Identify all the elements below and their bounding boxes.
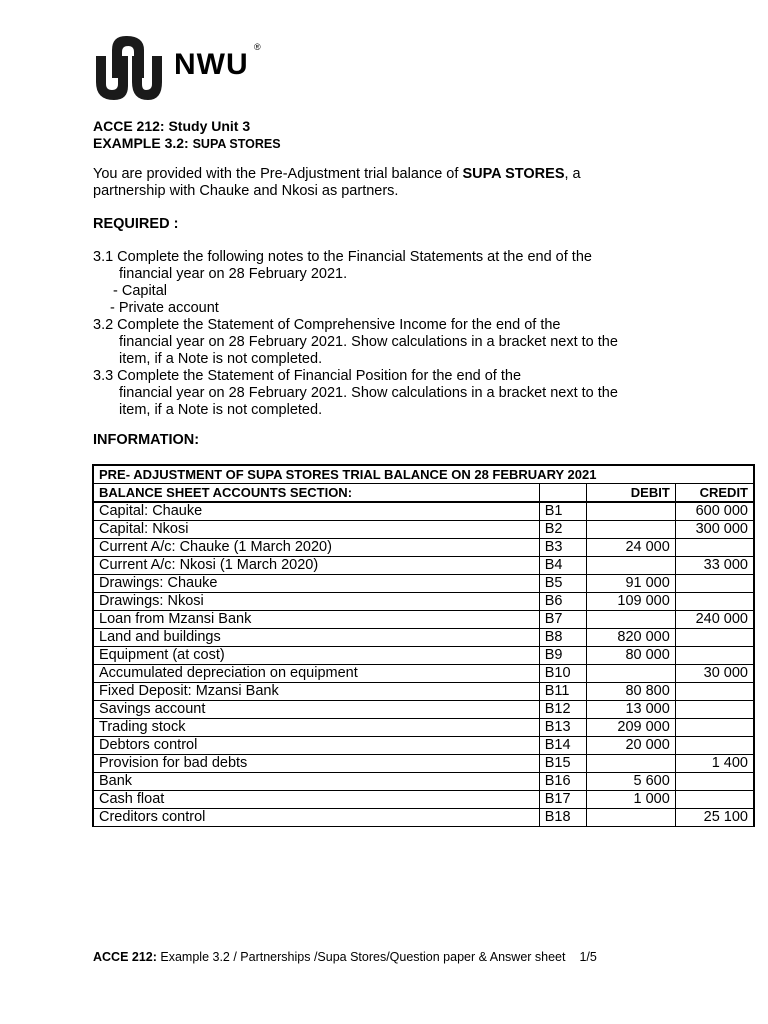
debit-amount	[587, 521, 675, 539]
debit-amount: 24 000	[587, 539, 675, 557]
table-row	[93, 665, 754, 683]
account-ref: B15	[539, 755, 587, 773]
debit-amount: 209 000	[587, 719, 675, 737]
information-title: INFORMATION:	[93, 432, 200, 448]
credit-amount: 1 400	[675, 755, 754, 773]
required-item: 3.2 Complete the Statement of Comprehensive Income for the end of the	[93, 317, 561, 333]
debit-amount	[587, 665, 675, 683]
account-ref: B10	[539, 665, 587, 683]
account-ref: B4	[539, 557, 587, 575]
account-name: Drawings: Chauke	[93, 575, 539, 593]
account-name: Cash float	[93, 791, 539, 809]
debit-amount: 80 000	[587, 647, 675, 665]
debit-amount: 91 000	[587, 575, 675, 593]
table-row	[93, 683, 754, 701]
account-ref: B6	[539, 593, 587, 611]
required-list	[93, 249, 673, 419]
credit-amount	[675, 791, 754, 809]
table-row	[93, 647, 754, 665]
account-name: Bank	[93, 773, 539, 791]
account-ref: B3	[539, 539, 587, 557]
example-label: EXAMPLE 3.2:	[93, 135, 193, 151]
intro-text-1: You are provided with the Pre-Adjustment trial balance of	[93, 166, 463, 182]
table-row	[93, 701, 754, 719]
intro-paragraph	[93, 166, 653, 200]
required-title: REQUIRED :	[93, 216, 179, 232]
nwu-logo	[94, 34, 269, 102]
credit-header: CREDIT	[675, 484, 754, 503]
account-ref: B13	[539, 719, 587, 737]
footer-text: Example 3.2 / Partnerships /Supa Stores/Question paper & Answer sheet	[156, 950, 566, 964]
intro-company: SUPA STORES	[462, 166, 565, 182]
debit-amount	[587, 502, 675, 521]
required-item: financial year on 28 February 2021. Show calculations in a bracket next to the	[119, 334, 618, 350]
table-header-row	[93, 484, 754, 503]
example-company: SUPA STORES	[192, 137, 281, 151]
footer-course: ACCE 212:	[93, 950, 157, 964]
table-row	[93, 521, 754, 539]
debit-amount: 820 000	[587, 629, 675, 647]
credit-amount	[675, 701, 754, 719]
account-name: Trading stock	[93, 719, 539, 737]
required-item: 3.3 Complete the Statement of Financial Position for the end of the	[93, 368, 522, 384]
account-ref: B14	[539, 737, 587, 755]
required-item: item, if a Note is not completed.	[119, 402, 323, 418]
account-name: Accumulated depreciation on equipment	[93, 665, 539, 683]
table-row	[93, 611, 754, 629]
debit-amount: 5 600	[587, 773, 675, 791]
account-ref: B16	[539, 773, 587, 791]
course-heading: ACCE 212: Study Unit 3	[93, 118, 251, 134]
required-item: financial year on 28 February 2021. Show calculations in a bracket next to the	[119, 385, 618, 401]
account-name: Land and buildings	[93, 629, 539, 647]
credit-amount: 30 000	[675, 665, 754, 683]
account-ref: B9	[539, 647, 587, 665]
account-name: Loan from Mzansi Bank	[93, 611, 539, 629]
account-name: Drawings: Nkosi	[93, 593, 539, 611]
credit-amount	[675, 539, 754, 557]
table-row	[93, 809, 754, 827]
debit-amount	[587, 755, 675, 773]
ref-header	[539, 484, 587, 503]
credit-amount	[675, 719, 754, 737]
credit-amount	[675, 737, 754, 755]
table-row	[93, 629, 754, 647]
intro-text-2: , a partnership with Chauke and Nkosi as partners.	[93, 166, 581, 199]
table-row	[93, 539, 754, 557]
account-ref: B8	[539, 629, 587, 647]
debit-amount	[587, 611, 675, 629]
credit-amount	[675, 683, 754, 701]
credit-amount: 33 000	[675, 557, 754, 575]
required-item: 3.1 Complete the following notes to the Financial Statements at the end of the	[93, 249, 592, 265]
account-name: Capital: Chauke	[93, 502, 539, 521]
debit-amount: 80 800	[587, 683, 675, 701]
account-ref: B17	[539, 791, 587, 809]
account-name: Current A/c: Nkosi (1 March 2020)	[93, 557, 539, 575]
required-item: item, if a Note is not completed.	[119, 351, 323, 367]
credit-amount	[675, 773, 754, 791]
debit-amount: 109 000	[587, 593, 675, 611]
table-row	[93, 575, 754, 593]
required-subitem: - Capital	[113, 283, 167, 299]
credit-amount	[675, 593, 754, 611]
credit-amount	[675, 647, 754, 665]
table-row	[93, 719, 754, 737]
page-footer	[93, 950, 597, 964]
debit-amount: 13 000	[587, 701, 675, 719]
account-ref: B11	[539, 683, 587, 701]
credit-amount: 240 000	[675, 611, 754, 629]
credit-amount	[675, 575, 754, 593]
required-item: financial year on 28 February 2021.	[119, 266, 348, 282]
table-row	[93, 593, 754, 611]
debit-amount	[587, 557, 675, 575]
account-ref: B18	[539, 809, 587, 827]
nwu-emblem-icon	[94, 34, 164, 102]
debit-amount	[587, 809, 675, 827]
table-row	[93, 773, 754, 791]
required-subitem: - Private account	[110, 300, 219, 316]
table-row	[93, 737, 754, 755]
registered-mark: ®	[254, 42, 261, 52]
account-name: Debtors control	[93, 737, 539, 755]
account-ref: B12	[539, 701, 587, 719]
account-name: Capital: Nkosi	[93, 521, 539, 539]
debit-amount: 1 000	[587, 791, 675, 809]
example-heading	[93, 135, 281, 151]
table-row	[93, 791, 754, 809]
account-ref: B1	[539, 502, 587, 521]
account-ref: B5	[539, 575, 587, 593]
table-title: PRE- ADJUSTMENT OF SUPA STORES TRIAL BALANCE ON 28 FEBRUARY 2021	[93, 465, 754, 484]
table-row	[93, 557, 754, 575]
account-name: Equipment (at cost)	[93, 647, 539, 665]
credit-amount	[675, 629, 754, 647]
credit-amount: 600 000	[675, 502, 754, 521]
table-row	[93, 755, 754, 773]
page-number: 1/5	[579, 950, 597, 964]
trial-balance-table	[92, 464, 755, 827]
table-title-row	[93, 465, 754, 484]
account-name: Creditors control	[93, 809, 539, 827]
table-row	[93, 502, 754, 521]
account-ref: B2	[539, 521, 587, 539]
debit-header: DEBIT	[587, 484, 675, 503]
logo-text: NWU	[174, 48, 249, 81]
credit-amount: 300 000	[675, 521, 754, 539]
account-name: Current A/c: Chauke (1 March 2020)	[93, 539, 539, 557]
account-name: Savings account	[93, 701, 539, 719]
section-header: BALANCE SHEET ACCOUNTS SECTION:	[93, 484, 539, 503]
account-name: Fixed Deposit: Mzansi Bank	[93, 683, 539, 701]
account-name: Provision for bad debts	[93, 755, 539, 773]
credit-amount: 25 100	[675, 809, 754, 827]
account-ref: B7	[539, 611, 587, 629]
debit-amount: 20 000	[587, 737, 675, 755]
